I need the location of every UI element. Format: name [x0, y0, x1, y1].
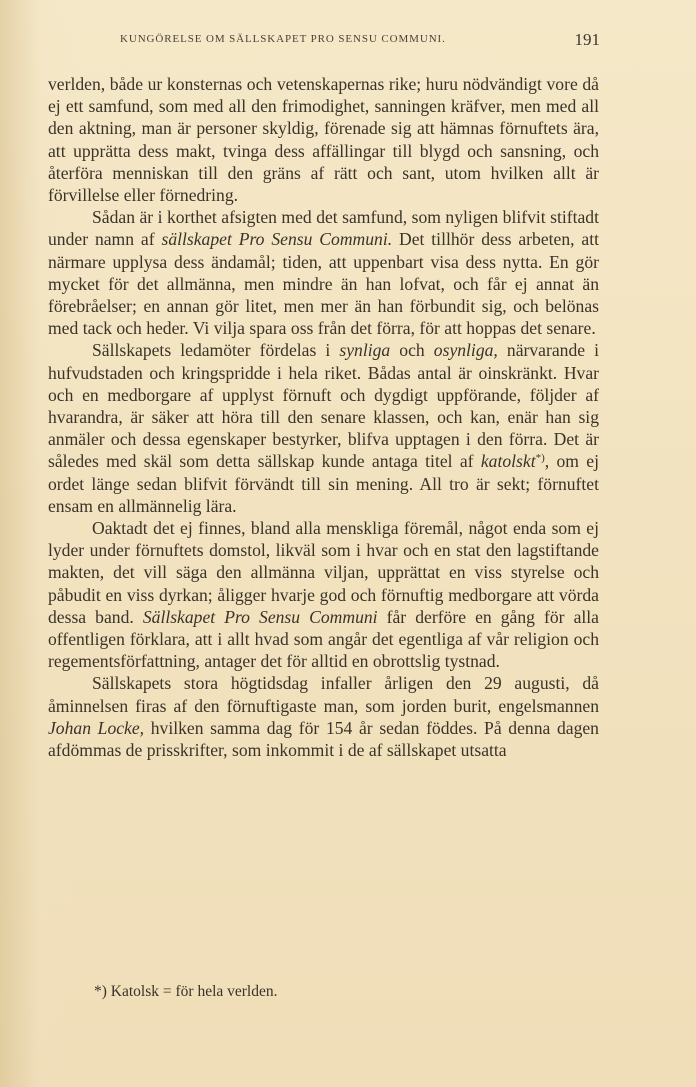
paragraph-3	[48, 339, 599, 517]
paragraph-3-text-cont: närvarande i hufvudstaden och kringspridde i hela riket. Bådas antal är oinskränkt. Hvar och en medborgare af upplyst förnuft och dygdigt uppförande, följder af hvarandra, är säker att höra till den senare klassen, och kan, enär han sig anmäler och dessa egenskaper bestyrker, blifva upptagen i den förra. Det är således med skäl som detta sällskap kunde antaga titel af	[48, 340, 600, 472]
footnote-marker: *)	[535, 452, 545, 465]
johan-locke-italic: Johan Locke,	[48, 717, 145, 738]
paragraph-5	[48, 672, 599, 761]
paragraph-5-text: Sällskapets stora högtidsdag infaller årligen den 29 augusti, då åminnelsen firas af den förnuftigaste man, som jorden burit, engelsmannen	[48, 673, 599, 716]
running-head: KUNGÖRELSE OM SÄLLSKAPET PRO SENSU COMMUNI.	[120, 33, 446, 45]
paragraph-4-text-cont: får derföre en gång för alla offentligen förklara, att i allt hvad som angår det egentliga af vår religion och regementsförfattning, antager det för alltid en obrottslig tystnad.	[48, 606, 599, 672]
paragraph-3-and: och	[390, 340, 434, 361]
paragraph-1-text: verlden, både ur konsternas och vetenskapernas rike; huru nödvändigt vore då ej ett samfund, som med all den frimodighet, sanningen kräfver, men med all den aktning, man är personer skyldig, förenade sig att hämnas förnuftets ära, att upprätta dess makt, tvinga dess affällingar till blygd och sansning, och återföra menniskan till den gräns af rätt och sant, utom hvilken allt är förvillelse eller förnedring.	[48, 74, 599, 206]
paragraph-2	[48, 206, 599, 339]
osynliga-italic: osynliga,	[433, 340, 498, 361]
paragraph-5-text-cont: hvilken samma dag för 154 år sedan föddes. På denna dagen afdömmas de prisskrifter, som inkommit i de af sällskapet utsatta	[48, 717, 599, 761]
footnote: *) Katolsk = för hela verlden.	[94, 983, 278, 1000]
paragraph-3-text: Sällskapets ledamöter fördelas i	[92, 340, 340, 361]
paragraph-2-text-cont: Det tillhör dess arbeten, att närmare upplysa dess ändamål; tiden, att uppenbart visa dess nytta. En gör mycket för det allmänna, men mindre än han lofvat, och får ej annat än förebråelser; en annan gör litet, men mer än han förbundit sig, och belönas med tack och heder. Vi vilja spara oss från det förra, för att hoppas det senare.	[48, 229, 600, 339]
paragraph-3-text-end: , om ej ordet länge sedan blifvit förvändt till sin mening. All tro är sekt; förnuftet ensam en allmännelig lära.	[48, 451, 599, 516]
paragraph-2-text: Sådan är i korthet afsigten med det samfund, som nyligen blifvit stiftadt under namn af	[48, 207, 599, 250]
page-header	[120, 30, 600, 50]
katolskt-italic: katolskt	[480, 451, 536, 472]
paragraph-1	[48, 73, 599, 206]
page-number: 191	[574, 30, 600, 49]
paragraph-4-text: Oaktadt det ej finnes, bland alla menskliga föremål, något enda som ej lyder under förnuftets domstol, likväl som i hvar och en stat den lagstiftande makten, det vill säga den allmänna viljan, upprättat en viss styrelse och påbudit en viss dyrkan; åligger hvarje god och förnuftig medborgare att vörda dessa band.	[48, 518, 599, 627]
society-name-italic: sällskapet Pro Sensu Communi.	[161, 229, 393, 250]
body-text	[48, 73, 599, 761]
paragraph-4	[48, 517, 599, 672]
synliga-italic: synliga	[339, 340, 391, 361]
society-name-italic-2: Sällskapet Pro Sensu Communi	[142, 606, 378, 627]
